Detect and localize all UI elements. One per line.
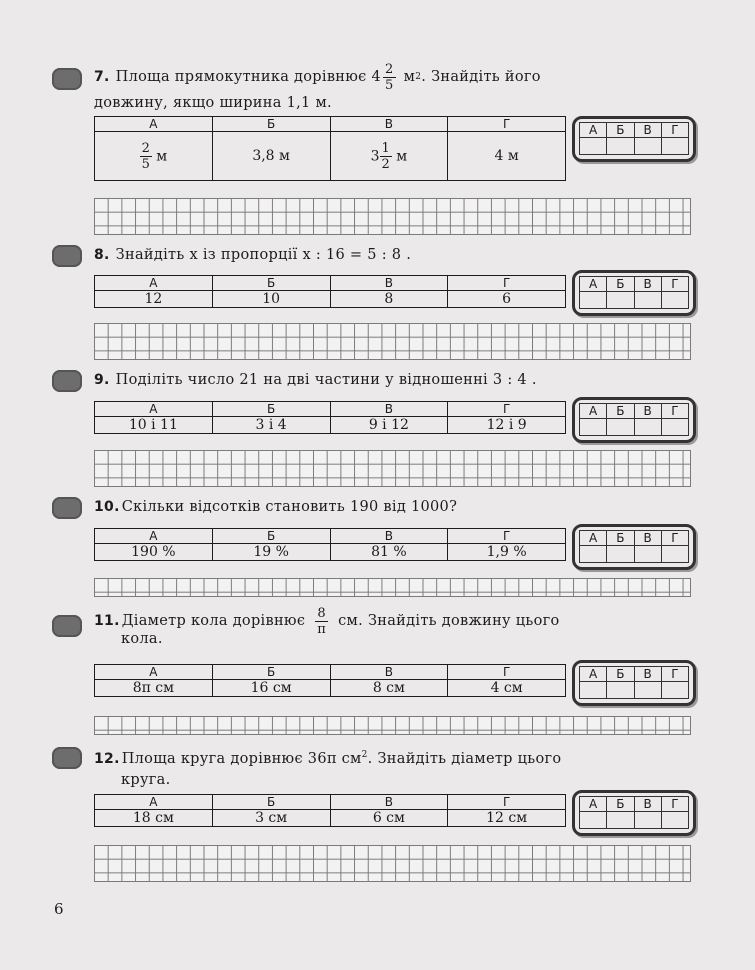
option-d[interactable]: 4 см xyxy=(448,680,566,697)
options-table: А Б В Г 190 % 19 % 81 % 1,9 % xyxy=(94,528,566,561)
option-a[interactable]: 18 см xyxy=(95,810,213,827)
answer-cell-c[interactable] xyxy=(634,682,661,699)
options-table: А Б В Г 12 10 8 6 xyxy=(94,275,566,308)
work-grid[interactable] xyxy=(94,323,691,360)
question-text xyxy=(94,370,564,391)
option-c[interactable]: 8 см xyxy=(330,680,448,697)
answer-box[interactable]: А Б В Г xyxy=(572,397,696,443)
question-badge xyxy=(52,615,82,637)
answer-cell-a[interactable] xyxy=(580,419,607,436)
question-line: довжину, якщо ширина 1,1 м. xyxy=(94,95,332,111)
question-line: Площа круга дорівнює 36π см xyxy=(121,750,362,767)
option-a[interactable]: $\frac{2}{5}$ м xyxy=(95,132,213,181)
page-number: 6 xyxy=(54,900,64,918)
question-text: 7. Площа прямокутника дорівнює 4 $\frac{2}{5}$ м 2 . Знайдіть його довжину, якщо ширина 1,1 м. xyxy=(94,62,564,114)
fraction: $\frac{2}{5}$ xyxy=(385,62,394,93)
option-c[interactable]: 9 і 12 xyxy=(330,417,448,434)
unit: м xyxy=(403,69,416,85)
option-c[interactable]: 8 xyxy=(330,291,448,308)
question-number: 9. xyxy=(94,372,110,388)
option-b[interactable]: 19 % xyxy=(212,544,330,561)
question-number: 12. xyxy=(94,750,120,767)
options-table: А Б В Г 10 і 11 3 і 4 9 і 12 12 і 9 xyxy=(94,401,566,434)
question-line: Поділіть число 21 на дві частини у відношенні 3 : 4 . xyxy=(115,372,537,388)
question-line: круга. xyxy=(121,771,171,788)
question-number: 11. xyxy=(94,613,120,629)
option-c[interactable]: 81 % xyxy=(330,544,448,561)
option-letter: Г xyxy=(448,117,566,132)
question-badge xyxy=(52,497,82,519)
option-d[interactable]: 12 і 9 xyxy=(448,417,566,434)
answer-cell-b[interactable] xyxy=(607,682,634,699)
work-grid[interactable] xyxy=(94,198,691,235)
option-b[interactable]: 3 см xyxy=(212,810,330,827)
option-c[interactable]: 3 $\frac{1}{2}$ м xyxy=(330,132,448,181)
option-a[interactable]: 8π см xyxy=(95,680,213,697)
question-badge xyxy=(52,245,82,267)
answer-box[interactable]: А Б В Г xyxy=(572,660,696,706)
answer-cell-a[interactable] xyxy=(580,682,607,699)
option-d[interactable]: 6 xyxy=(448,291,566,308)
answer-cell-b[interactable] xyxy=(607,812,634,829)
question-number: 7. xyxy=(94,69,110,85)
question-line: Знайдіть x із пропорції x : 16 = 5 : 8 . xyxy=(115,247,412,263)
work-grid[interactable] xyxy=(94,450,691,487)
question-text: 12. Площа круга дорівнює 36π $см^2$. Знайдіть діаметр цього круга. xyxy=(94,745,564,791)
answer-cell-c[interactable] xyxy=(634,419,661,436)
answer-cell-a[interactable] xyxy=(580,812,607,829)
option-a[interactable]: 10 і 11 xyxy=(95,417,213,434)
answer-cell-a[interactable] xyxy=(580,546,607,563)
option-b[interactable]: 3 і 4 xyxy=(212,417,330,434)
answer-cell-d[interactable] xyxy=(661,138,688,155)
work-grid[interactable] xyxy=(94,578,691,597)
question-line: кола. xyxy=(121,631,163,647)
option-letter: А xyxy=(95,117,213,132)
option-a[interactable]: 190 % xyxy=(95,544,213,561)
answer-cell-d[interactable] xyxy=(661,682,688,699)
question-line: см. Знайдіть довжину цього xyxy=(338,613,560,629)
option-letter: Б xyxy=(212,117,330,132)
question-line: Діаметр кола дорівнює xyxy=(121,613,306,629)
question-line: Скільки відсотків становить 190 від 1000? xyxy=(121,499,458,515)
question-line: Площа прямокутника дорівнює 4 xyxy=(115,69,382,85)
question-text xyxy=(94,497,564,518)
answer-cell-a[interactable] xyxy=(580,138,607,155)
options-table: А Б В Г 18 см 3 см 6 см 12 см xyxy=(94,794,566,827)
answer-box[interactable]: А Б В Г xyxy=(572,790,696,836)
answer-box[interactable]: А Б В Г xyxy=(572,524,696,570)
answer-cell-d[interactable] xyxy=(661,419,688,436)
answer-box[interactable]: А Б В Г xyxy=(572,270,696,316)
question-line: . Знайдіть його xyxy=(421,69,541,85)
answer-cell-d[interactable] xyxy=(661,292,688,309)
fraction: $\frac{8}{\pi}$ xyxy=(317,606,327,637)
answer-cell-b[interactable] xyxy=(607,546,634,563)
answer-cell-b[interactable] xyxy=(607,419,634,436)
answer-cell-c[interactable] xyxy=(634,138,661,155)
question-number: 10. xyxy=(94,499,120,515)
question-badge xyxy=(52,370,82,392)
option-b[interactable]: 10 xyxy=(212,291,330,308)
answer-cell-c[interactable] xyxy=(634,546,661,563)
question-line: . Знайдіть діаметр цього xyxy=(367,750,562,767)
work-grid[interactable] xyxy=(94,845,691,882)
option-letter: В xyxy=(330,117,448,132)
answer-cell-a[interactable] xyxy=(580,292,607,309)
option-b[interactable]: 16 см xyxy=(212,680,330,697)
answer-cell-c[interactable] xyxy=(634,292,661,309)
options-table: А Б В Г 8π см 16 см 8 см 4 см xyxy=(94,664,566,697)
option-d[interactable]: 1,9 % xyxy=(448,544,566,561)
option-d[interactable]: 4 м xyxy=(448,132,566,181)
question-badge xyxy=(52,68,82,90)
option-b[interactable]: 3,8 м xyxy=(212,132,330,181)
answer-cell-d[interactable] xyxy=(661,546,688,563)
option-c[interactable]: 6 см xyxy=(330,810,448,827)
question-number: 8. xyxy=(94,247,110,263)
work-grid[interactable] xyxy=(94,716,691,735)
answer-cell-d[interactable] xyxy=(661,812,688,829)
options-table xyxy=(94,116,566,181)
question-text xyxy=(94,606,564,650)
answer-cell-b[interactable] xyxy=(607,138,634,155)
answer-cell-b[interactable] xyxy=(607,292,634,309)
answer-cell-c[interactable] xyxy=(634,812,661,829)
option-a[interactable]: 12 xyxy=(95,291,213,308)
question-text xyxy=(94,245,564,266)
question-badge xyxy=(52,747,82,769)
answer-box[interactable]: А Б В Г xyxy=(572,116,696,162)
option-d[interactable]: 12 см xyxy=(448,810,566,827)
